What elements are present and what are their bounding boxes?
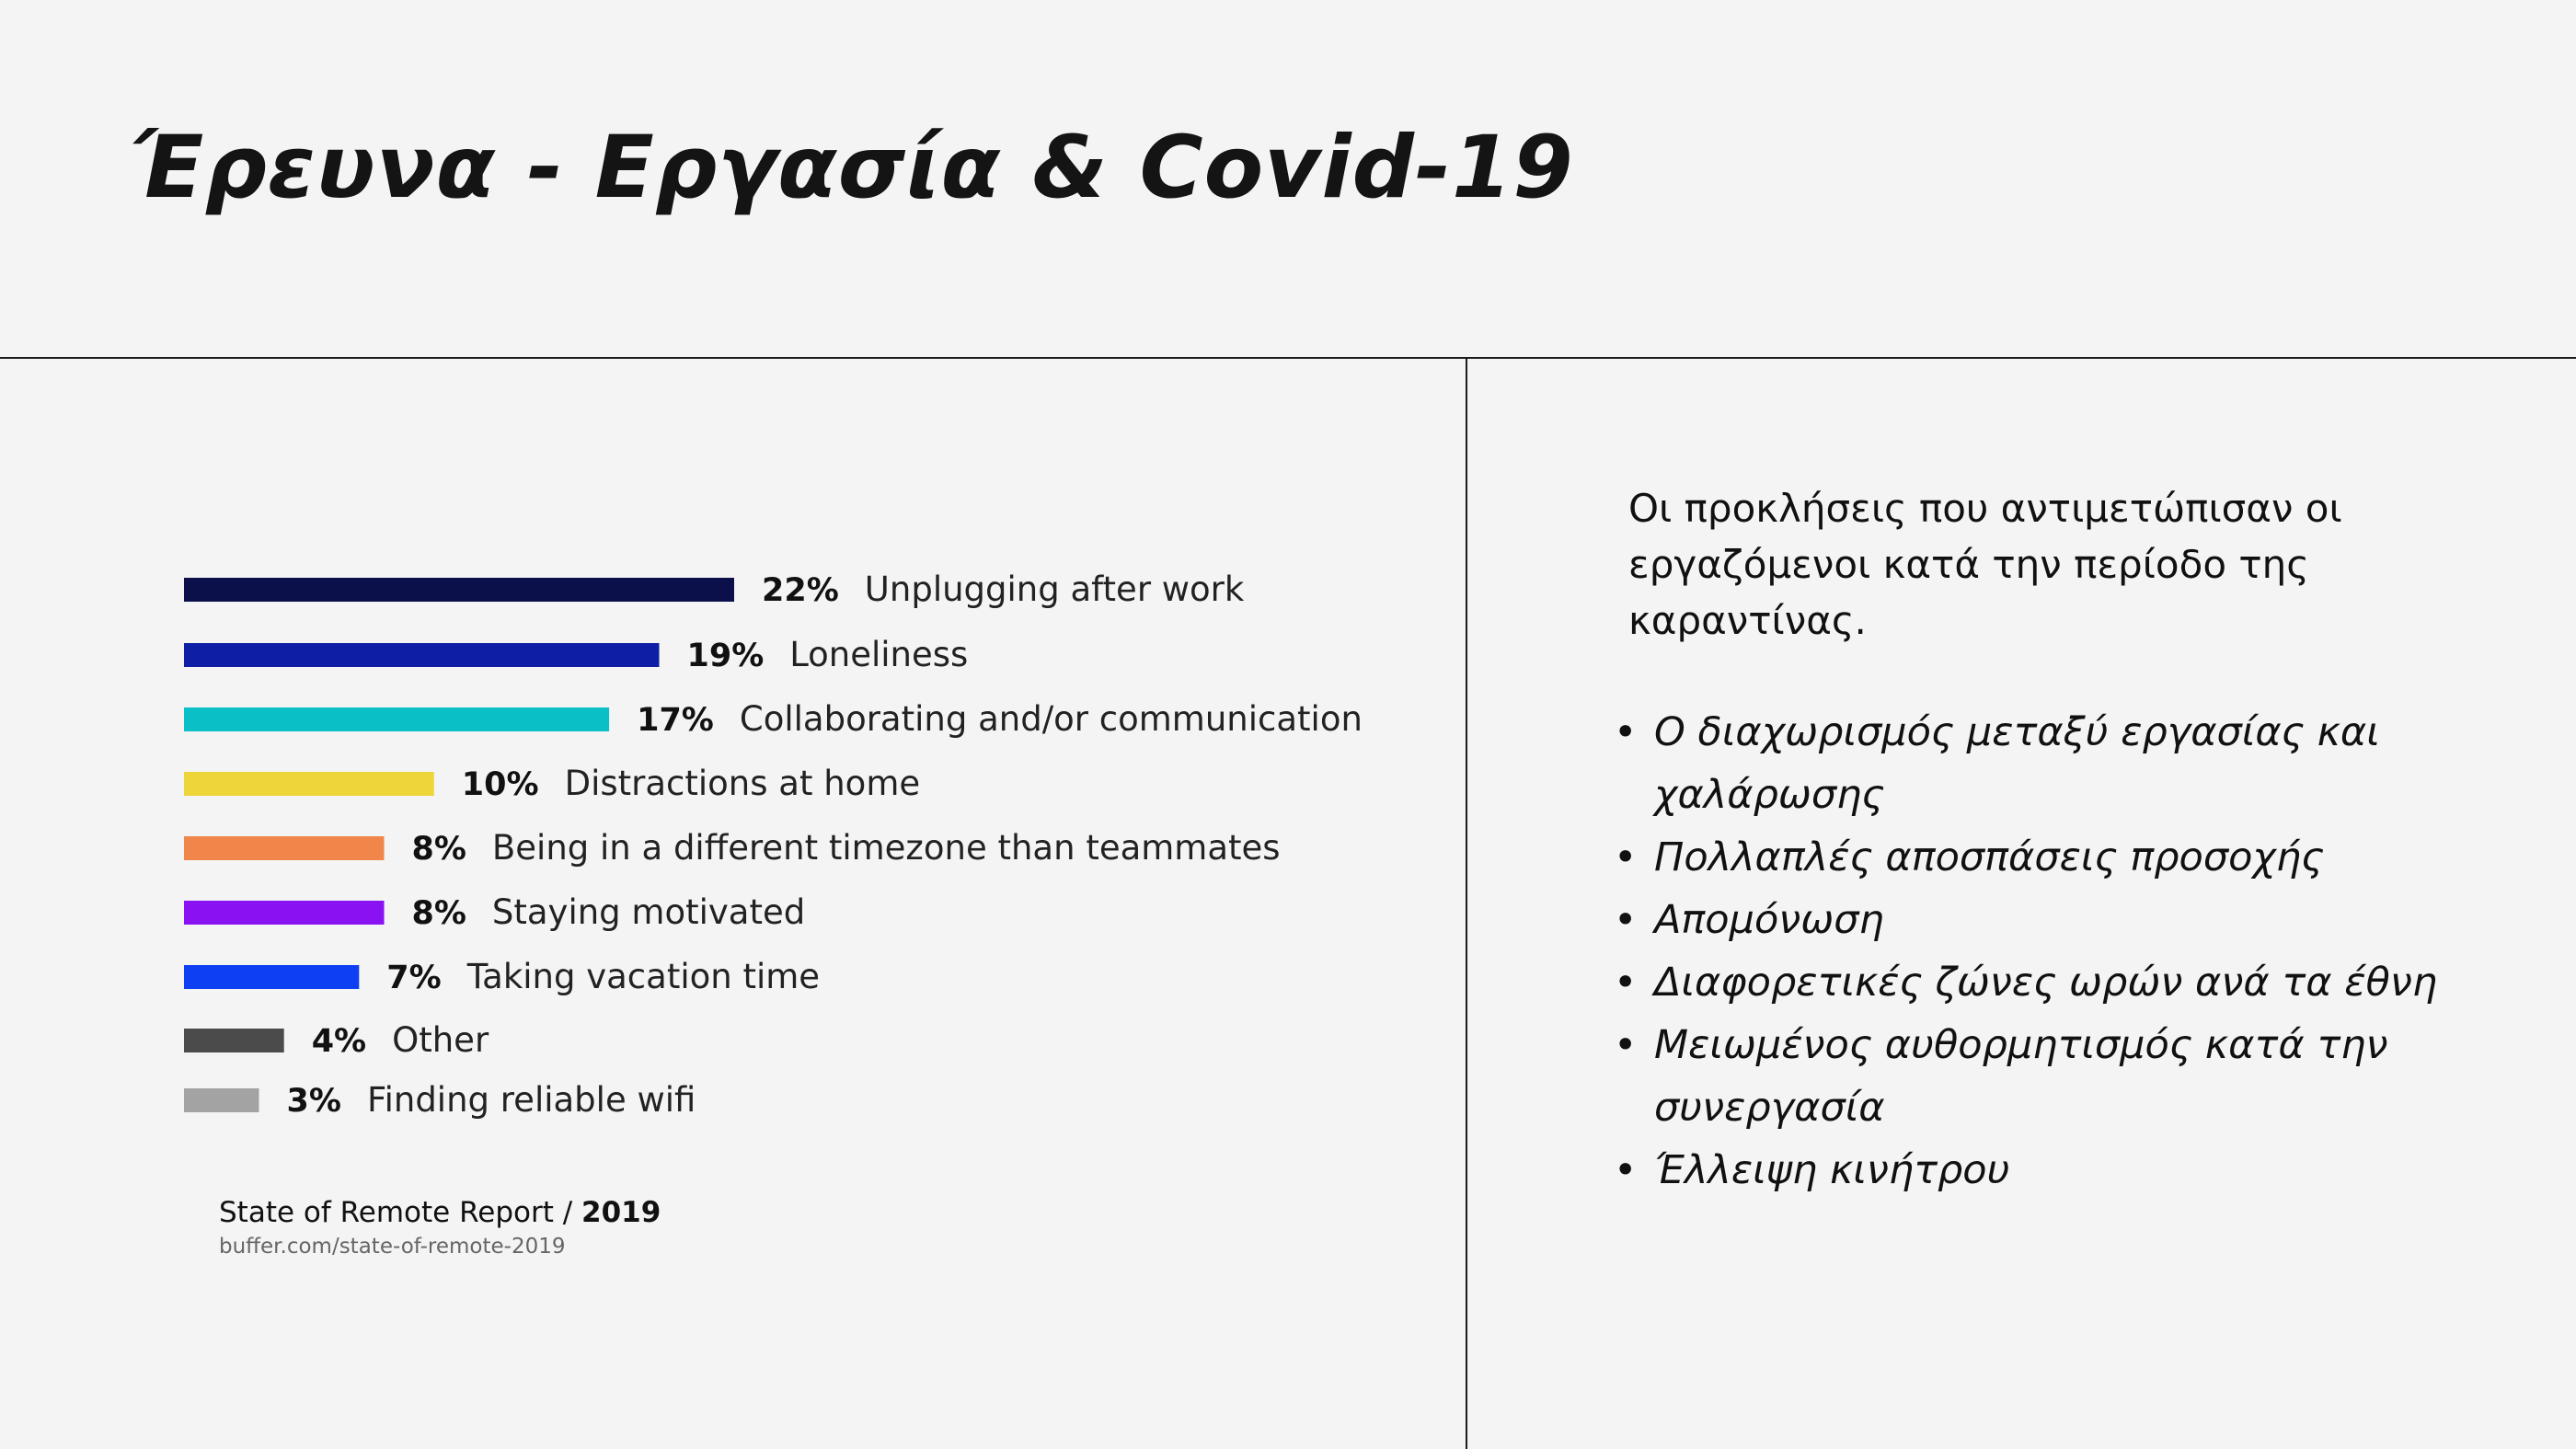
bullet-icon: • xyxy=(1614,834,1638,880)
chart-source xyxy=(219,1196,661,1259)
chart-bar xyxy=(184,1088,259,1112)
bar-category-label: Collaborating and/or communication xyxy=(739,699,1363,739)
bar-category-label: Being in a different timezone than teammates xyxy=(491,828,1281,868)
chart-bar xyxy=(184,901,385,925)
list-item xyxy=(1601,826,2484,889)
source-report-name: State of Remote Report / xyxy=(219,1196,582,1229)
list-item xyxy=(1601,1014,2484,1139)
chart-bar xyxy=(184,578,734,602)
chart-bar xyxy=(184,643,660,667)
bullet-icon: • xyxy=(1614,960,1638,1006)
challenge-list xyxy=(1601,701,2484,1202)
list-item-text: Διαφορετικές ζώνες ωρών ανά τα έθνη xyxy=(1654,960,2438,1006)
slide-title: Έρευνα - Εργασία & Covid-19 xyxy=(131,118,1574,218)
horizontal-divider xyxy=(0,357,2576,359)
list-item-text: Ο διαχωρισμός μεταξύ εργασίας και χαλάρωσης xyxy=(1654,709,2380,818)
bar-value-label: 8% xyxy=(411,895,466,932)
bar-value-label: 3% xyxy=(286,1083,341,1120)
bar-value-label: 7% xyxy=(386,960,442,996)
chart-bar xyxy=(184,1029,284,1052)
bar-chart xyxy=(184,543,1417,1132)
bullet-icon: • xyxy=(1614,709,1638,755)
bar-category-label: Loneliness xyxy=(789,635,969,674)
bar-category-label: Taking vacation time xyxy=(466,957,821,996)
list-item xyxy=(1601,951,2484,1014)
bar-category-label: Staying motivated xyxy=(491,892,806,932)
bar-value-label: 17% xyxy=(637,702,714,739)
bar-value-label: 19% xyxy=(686,638,765,674)
bar-value-label: 8% xyxy=(411,831,466,868)
bar-category-label: Distractions at home xyxy=(564,764,921,803)
bar-value-label: 10% xyxy=(461,766,539,803)
vertical-divider xyxy=(1466,358,1467,1449)
source-report xyxy=(219,1196,661,1229)
list-item xyxy=(1601,701,2484,826)
source-report-year: 2019 xyxy=(581,1196,661,1229)
list-item xyxy=(1601,889,2484,951)
bar-value-label: 4% xyxy=(311,1023,367,1060)
list-item xyxy=(1601,1139,2484,1202)
bar-value-label: 22% xyxy=(762,572,839,609)
chart-bar xyxy=(184,772,434,796)
chart-bar xyxy=(184,965,359,989)
list-item-text: Έλλειψη κινήτρου xyxy=(1654,1147,2010,1193)
challenges-panel xyxy=(1614,480,2456,1193)
bullet-icon: • xyxy=(1614,1147,1638,1193)
list-item-text: Απομόνωση xyxy=(1654,897,1884,943)
bar-category-label: Other xyxy=(392,1020,489,1060)
bullet-icon: • xyxy=(1614,1022,1638,1068)
list-item-text: Πολλαπλές αποσπάσεις προσοχής xyxy=(1654,834,2325,880)
bullet-icon: • xyxy=(1614,897,1638,943)
bar-category-label: Unplugging after work xyxy=(864,569,1245,609)
bar-category-label: Finding reliable wifi xyxy=(367,1080,696,1120)
panel-heading: Οι προκλήσεις που αντιμετώπισαν οι εργαζόμενοι κατά την περίοδο της καραντίνας. xyxy=(1628,486,2342,643)
list-item-text: Μειωμένος αυθορμητισμός κατά την συνεργασία xyxy=(1654,1022,2388,1131)
chart-bar xyxy=(184,707,609,731)
chart-bar xyxy=(184,836,385,860)
source-url: buffer.com/state-of-remote-2019 xyxy=(219,1235,566,1259)
